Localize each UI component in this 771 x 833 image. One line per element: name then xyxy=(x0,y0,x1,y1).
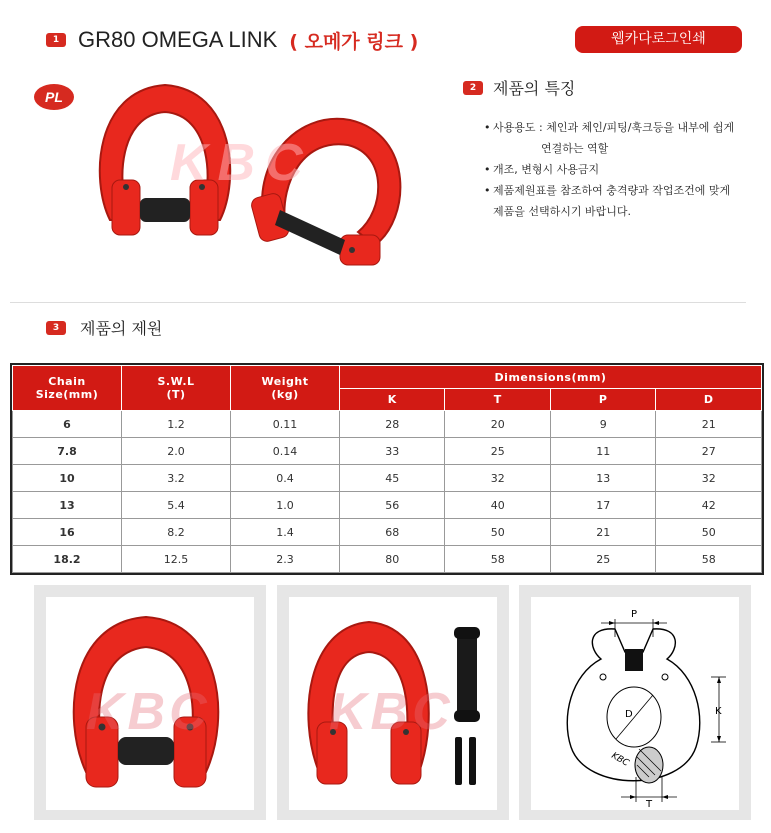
feature-item: • 개조, 변형시 사용금지 xyxy=(493,159,763,180)
pl-logo xyxy=(33,83,75,115)
spec-section-title xyxy=(46,316,162,339)
kbc-watermark: KBC xyxy=(170,134,313,192)
kbc-watermark: KBC xyxy=(329,683,454,741)
product-title: GR80 OMEGA LINK xyxy=(78,27,278,52)
col-header-d: D xyxy=(656,389,762,411)
product-photo xyxy=(90,70,430,294)
dim-label-d: D xyxy=(625,709,633,720)
col-header-weight: Weight (kg) xyxy=(231,366,340,411)
table-row: 10 3.2 0.4 45 32 13 32 xyxy=(13,465,762,492)
dim-label-k: K xyxy=(715,706,722,717)
feature-item: • 사용용도 : 체인과 체인/피팅/훅크등을 내부에 쉽게 연결하는 역할 xyxy=(493,117,763,159)
web-catalog-print-button[interactable]: 웹카다로그인쇄 xyxy=(575,26,742,53)
pl-logo-text: PL xyxy=(45,89,63,105)
product-image-panel-front xyxy=(34,585,266,820)
col-header-k: K xyxy=(340,389,445,411)
dimension-diagram-panel xyxy=(519,585,751,820)
table-row: 18.2 12.5 2.3 80 58 25 58 xyxy=(13,546,762,573)
section-number-badge: 1 xyxy=(46,33,66,47)
table-row: 13 5.4 1.0 56 40 17 42 xyxy=(13,492,762,519)
col-header-swl: S.W.L (T) xyxy=(122,366,231,411)
features-title: 제품의 특징 xyxy=(493,79,576,98)
section-number-badge: 2 xyxy=(463,81,483,95)
kbc-watermark: KBC xyxy=(86,683,211,741)
spec-title: 제품의 제원 xyxy=(80,319,163,338)
dim-label-t: T xyxy=(645,799,653,810)
dim-label-p: P xyxy=(630,609,638,620)
product-title-korean: ( 오메가 링크 ) xyxy=(289,30,419,53)
col-header-t: T xyxy=(445,389,550,411)
table-row: 16 8.2 1.4 68 50 21 50 xyxy=(13,519,762,546)
dim-brand-label: KBC xyxy=(609,750,631,769)
col-header-p: P xyxy=(550,389,655,411)
page-header xyxy=(46,26,418,54)
section-divider xyxy=(10,302,746,303)
section-number-badge: 3 xyxy=(46,321,66,335)
feature-item: • 제품제원표를 참조하여 충격량과 작업조건에 맞게 제품을 선택하시기 바랍니다. xyxy=(493,180,763,222)
col-header-chain-size: Chain Size(mm) xyxy=(13,366,122,411)
table-row: 7.8 2.0 0.14 33 25 11 27 xyxy=(13,438,762,465)
features-section xyxy=(463,76,763,222)
spec-table xyxy=(12,365,762,573)
features-list xyxy=(463,117,763,222)
product-image-panel-parts xyxy=(277,585,509,820)
table-row: 6 1.2 0.11 28 20 9 21 xyxy=(13,411,762,438)
col-header-dimensions: Dimensions(mm) xyxy=(340,366,762,389)
